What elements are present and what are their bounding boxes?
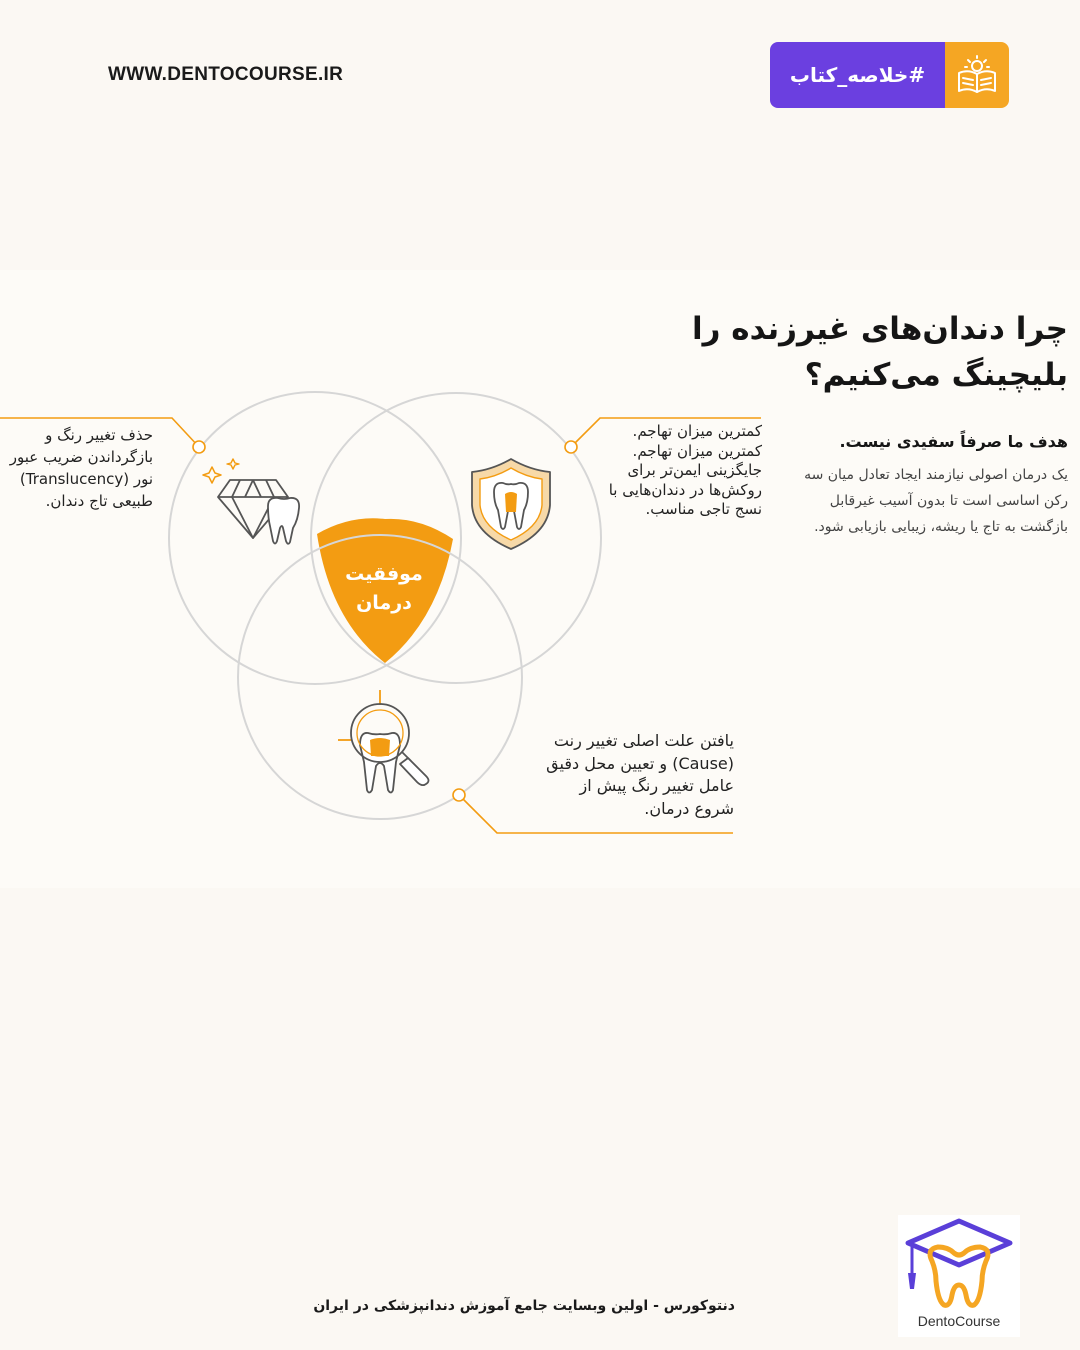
badge-label: #خلاصه_کتاب [770,42,945,108]
center-label [326,560,442,618]
book-summary-badge [770,42,1009,108]
header-band [0,0,1080,270]
dentocourse-logo[interactable] [898,1215,1020,1337]
shield-tooth-icon [472,459,550,549]
website-url[interactable]: WWW.DENTOCOURSE.IR [108,64,344,85]
footer-tagline: دنتوکورس - اولین وبسایت جامع آموزش دندانپزشکی در ایران [313,1298,735,1314]
center-label-line-1: موفقیت [345,563,423,585]
note-left: حذف تغییر رنگ و بازگرداندن ضریب عبور نور (Translucency) طبیعی تاج دندان. [9,426,153,510]
goal-text: یک درمان اصولی نیازمند ایجاد تعادل میان سه رکن اساسی است تا بدون آسیب غیرقابل بازگشت به تاج یا ریشه، زیبایی بازیابی شود. [804,467,1068,535]
magnifier-tooth-icon [338,690,429,793]
note-right: کمترین میزان تهاجم. کمترین میزان تهاجم. جایگزینی ایمن‌تر برای روکش‌ها در دندان‌هایی با نسج تاجی مناسب. [608,422,762,518]
graduation-tooth-icon [898,1215,1020,1315]
note-bottom: یافتن علت اصلی تغییر رنت (Cause) و تعیین محل دقیق عامل تغییر رنگ پیش از شروع درمان. [546,731,734,818]
goal-heading: هدف ما صرفاً سفیدی نیست. [839,432,1068,451]
title-line-1: چرا دندان‌های غیرزنده را [692,311,1068,347]
title-line-2: بلیچینگ می‌کنیم؟ [804,357,1068,393]
diamond-tooth-icon [203,459,299,544]
book-icon [945,42,1009,108]
logo-text: DentoCourse [917,1313,1001,1329]
center-label-line-2: درمان [356,592,412,614]
